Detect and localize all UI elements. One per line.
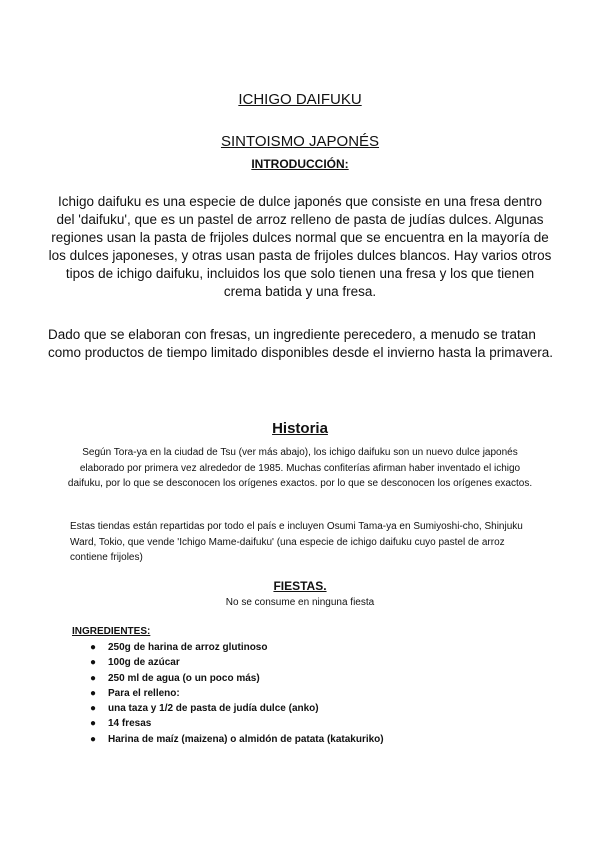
bullet-icon: ● [90, 687, 97, 699]
document-title: ICHIGO DAIFUKU [238, 91, 362, 108]
list-item [72, 701, 384, 716]
bullet-icon: ● [90, 703, 97, 715]
ingredient-label: Harina de maíz (maizena) o almidón de patata (katakuriko) [108, 733, 384, 745]
ingredient-label: 100g de azúcar [108, 657, 180, 669]
ingredient-label: 250g de harina de arroz glutinoso [108, 642, 268, 653]
historia-paragraph-2: Estas tiendas están repartidas por todo el país e incluyen Osumi Tama-ya en Sumiyoshi-cho, Shinjuku Ward, Tokio, que vende 'Ichigo Mame-daifuku' (una especie de ichigo daifuku cuyo pastel de arroz contiene frijoles) [70, 521, 523, 563]
document-subtitle: SINTOISMO JAPONÉS [220, 133, 380, 150]
list-item [72, 716, 384, 731]
list-item [72, 640, 384, 655]
list-item [72, 671, 384, 686]
list-item [72, 655, 384, 670]
ingredient-label: Para el relleno: [108, 687, 180, 699]
list-item [72, 732, 384, 747]
bullet-icon: ● [90, 733, 97, 745]
ingredientes-list [72, 640, 384, 747]
bullet-icon: ● [90, 718, 97, 730]
intro-paragraph-2: Dado que se elaboran con fresas, un ingrediente perecedero, a menudo se tratan como productos de tiempo limitado disponibles desde el invierno hasta la primavera. [48, 327, 554, 360]
fiestas-heading: FIESTAS. [273, 579, 327, 593]
fiestas-text: No se consume en ninguna fiesta [225, 597, 375, 608]
list-item [72, 686, 384, 701]
historia-paragraph-1: Según Tora-ya en la ciudad de Tsu (ver más abajo), los ichigo daifuku son un nuevo dulce japonés elaborado por primera vez alrededor de 1985. Muchas confiterías afirman haber inventado el ichigo daifuku, por lo que se desconocen los orígenes exactos. por lo que se desconocen los orígenes exactos. [67, 447, 533, 489]
historia-heading: Historia [272, 420, 328, 437]
bullet-icon: ● [90, 657, 97, 669]
intro-paragraph-1: Ichigo daifuku es una especie de dulce japonés que consiste en una fresa dentro del 'daifuku', que es un pastel de arroz relleno de pasta de judías dulces. Algunas regiones usan la pasta de frijoles dulces normal que se encuentra en la mayoría de los dulces japoneses, y otras usan pasta de frijoles dulces blancos. Hay varios otros tipos de ichigo daifuku, incluidos los que solo tienen una fresa y los que tienen crema batida y una fresa. [48, 194, 552, 299]
bullet-icon: ● [90, 672, 97, 684]
ingredient-label: 14 fresas [108, 718, 152, 730]
ingredient-label: 250 ml de agua (o un poco más) [108, 672, 260, 684]
bullet-icon: ● [90, 642, 97, 653]
ingredientes-heading: INGREDIENTES: [72, 626, 151, 637]
ingredient-label: una taza y 1/2 de pasta de judía dulce (anko) [108, 703, 319, 715]
intro-heading: INTRODUCCIÓN: [251, 157, 349, 171]
